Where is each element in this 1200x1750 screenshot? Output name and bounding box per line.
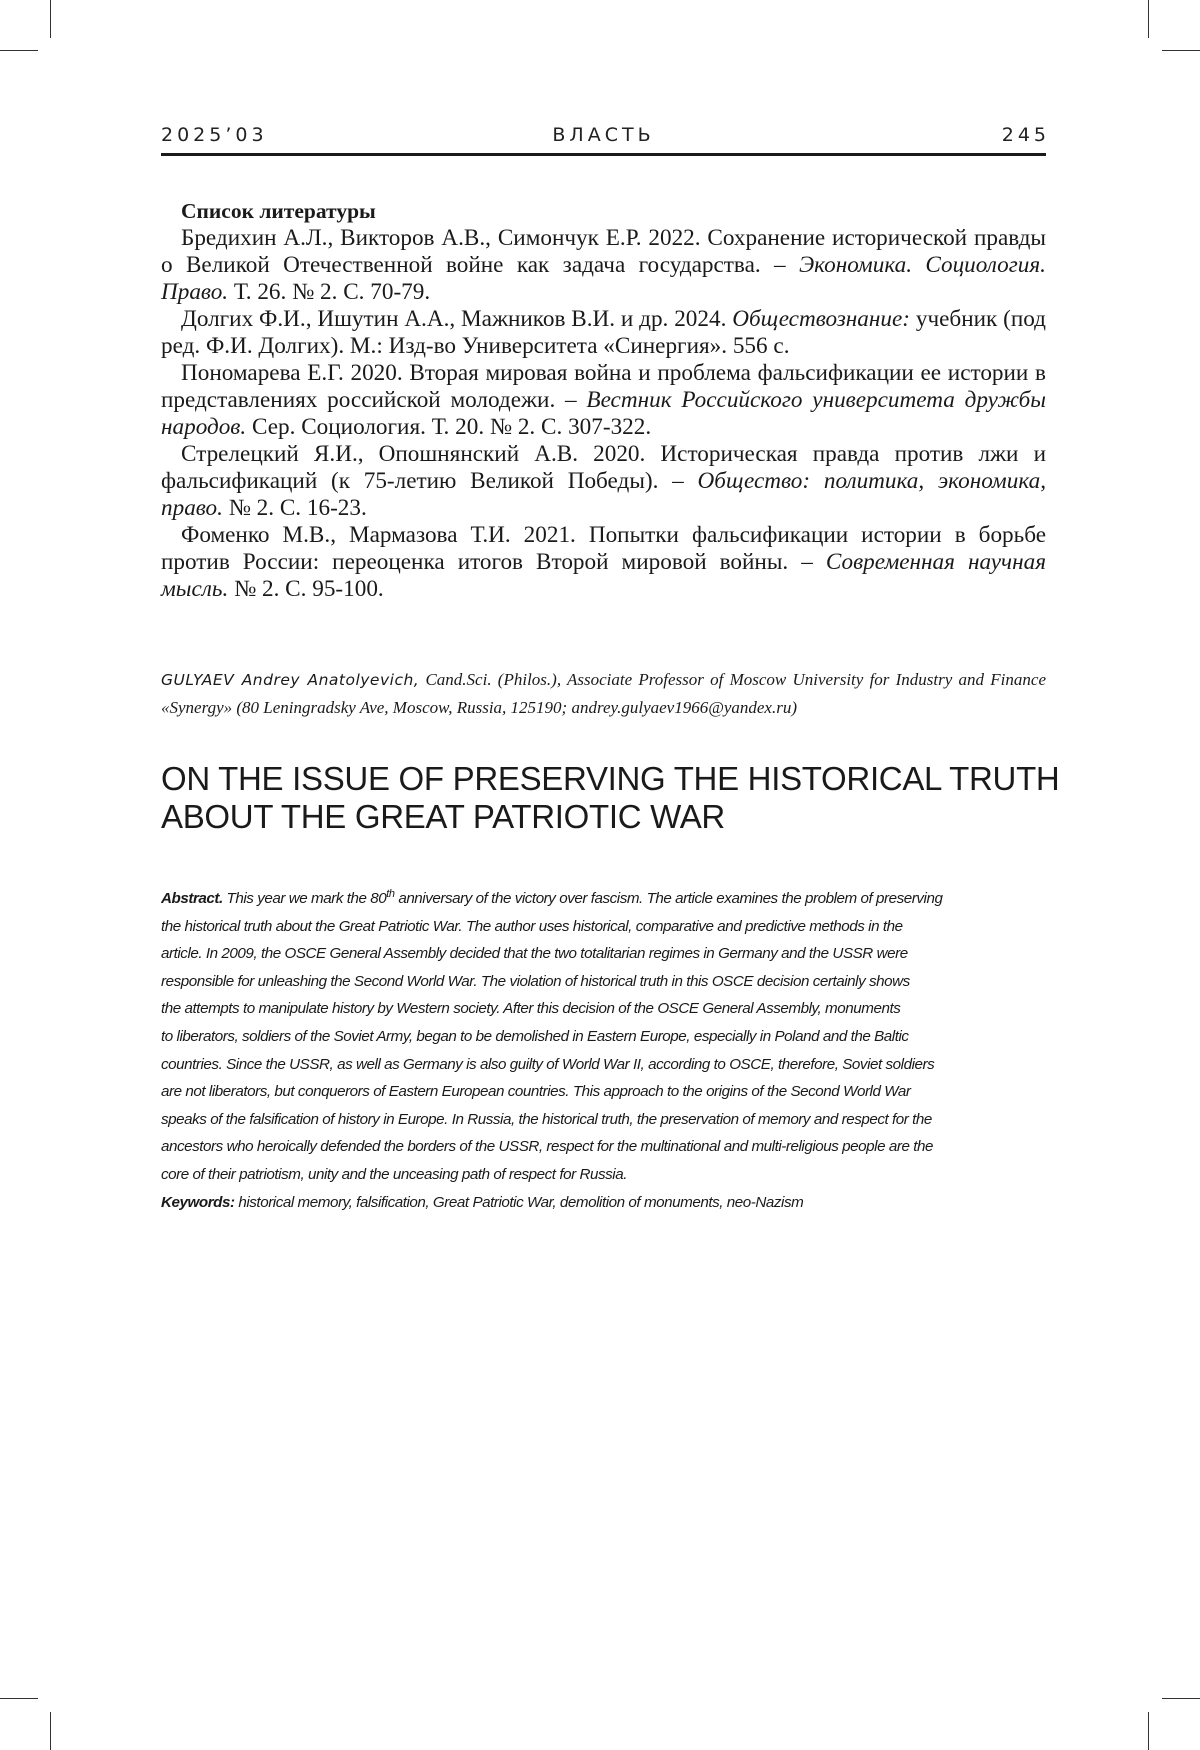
reference-source: Современная научная мысль. xyxy=(161,549,1046,602)
reference-item xyxy=(161,360,1046,441)
keywords-line xyxy=(161,1189,1046,1217)
article-title xyxy=(161,760,1061,836)
reference-source: Вестник Российского университета дружбы народов. xyxy=(161,387,1046,440)
crop-mark-top-right xyxy=(1148,0,1149,38)
page-number: 245 xyxy=(1001,124,1050,146)
running-head xyxy=(161,124,1050,154)
abstract-line: countries. Since the USSR, as well as Germany is also guilty of World War II, according to OSCE, therefore, Soviet soldiers xyxy=(161,1055,935,1073)
abstract-line: responsible for unleashing the Second World War. The violation of historical truth in this OSCE decision certainly shows xyxy=(161,972,910,990)
abstract-text: This year we mark the 80 xyxy=(222,890,387,907)
crop-mark-top-right-h xyxy=(1162,50,1200,51)
journal-name: ВЛАСТЬ xyxy=(552,124,655,146)
abstract xyxy=(161,885,1046,1216)
abstract-line: speaks of the falsification of history in Europe. In Russia, the historical truth, the preservation of memory and respect for the xyxy=(161,1110,932,1128)
abstract-text: anniversary of the victory over fascism. The article examines the problem of preserving xyxy=(394,890,943,907)
reference-item xyxy=(161,441,1046,522)
crop-mark-bottom-left xyxy=(50,1712,51,1750)
crop-mark-bottom-right-h xyxy=(1162,1698,1200,1699)
abstract-line: are not liberators, but conquerors of Eastern European countries. This approach to the origins of the Second World War xyxy=(161,1083,911,1101)
reference-details: № 2. С. 95-100. xyxy=(228,576,384,602)
reference-text: Бредихин А.Л., Викторов А.В., Симончук Е.Р. 2022. Сохранение исторической правды о Великой Отечественной войне как задача государства. – xyxy=(161,225,1046,278)
abstract-line: the historical truth about the Great Patriotic War. The author uses historical, comparative and predictive methods in the xyxy=(161,917,903,935)
abstract-line: the attempts to manipulate history by Western society. After this decision of the OSCE General Assembly, monuments xyxy=(161,1000,901,1018)
crop-mark-bottom-right xyxy=(1148,1712,1149,1750)
reference-item xyxy=(161,306,1046,360)
reference-list xyxy=(161,198,1046,603)
abstract-line: to liberators, soldiers of the Soviet Army, began to be demolished in Eastern Europe, especially in Poland and the Baltic xyxy=(161,1027,909,1045)
reference-source: Общество: политика, экономика, право. xyxy=(161,468,1046,521)
reference-text: Пономарева Е.Г. 2020. Вторая мировая война и проблема фальсификации ее истории в представлениях российской молодежи. – xyxy=(161,360,1046,413)
reference-text: Долгих Ф.И., Ишутин А.А., Мажников В.И. и др. 2024. xyxy=(181,306,733,332)
reference-item xyxy=(161,225,1046,306)
abstract-line xyxy=(161,885,1046,913)
abstract-label: Abstract. xyxy=(161,890,223,907)
keywords-label: Keywords: xyxy=(161,1193,235,1211)
article-title-line: ON THE ISSUE OF PRESERVING THE HISTORICAL TRUTH xyxy=(161,760,1060,797)
author-name: GULYAEV Andrey Anatolyevich, xyxy=(161,671,420,689)
issue-number: 2025’03 xyxy=(161,124,268,146)
crop-mark-top-left-h xyxy=(0,50,38,51)
abstract-superscript: th xyxy=(386,888,395,900)
reference-list-heading: Список литературы xyxy=(181,199,376,223)
abstract-line: core of their patriotism, unity and the unceasing path of respect for Russia. xyxy=(161,1165,627,1183)
reference-details: учебник (под ред. Ф.И. Долгих). М.: Изд-во Университета «Синергия». 556 с. xyxy=(161,306,1046,359)
reference-text: Фоменко М.В., Мармазова Т.И. 2021. Попытки фальсификации истории в борьбе против России: переоценка итогов Второй мировой войны. – xyxy=(161,522,1046,575)
keywords-text: historical memory, falsification, Great Patriotic War, demolition of monuments, neo-Nazism xyxy=(234,1193,804,1211)
header-rule xyxy=(161,153,1046,156)
crop-mark-bottom-left-h xyxy=(0,1698,38,1699)
author-details: Cand.Sci. (Philos.), Associate Professor of Moscow University for Industry and Finance «Synergy» (80 Leningradsky Ave, Moscow, Russia, 125190; andrey.gulyaev1966@yandex.ru) xyxy=(161,670,1046,717)
abstract-line: article. In 2009, the OSCE General Assembly decided that the two totalitarian regimes in Germany and the USSR were xyxy=(161,945,908,963)
reference-details: Сер. Социология. Т. 20. № 2. С. 307-322. xyxy=(246,414,652,440)
reference-item xyxy=(161,522,1046,603)
reference-source: Обществознание: xyxy=(732,306,911,332)
reference-text: Стрелецкий Я.И., Опошнянский А.В. 2020. Историческая правда против лжи и фальсификаций (к 75-летию Великой Победы). – xyxy=(161,441,1046,494)
reference-source: Экономика. Социология. Право. xyxy=(161,252,1046,305)
abstract-line: ancestors who heroically defended the borders of the USSR, respect for the multinational and multi-religious people are the xyxy=(161,1138,933,1156)
reference-details: № 2. С. 16-23. xyxy=(222,495,367,521)
author-info xyxy=(161,666,1046,722)
crop-mark-top-left xyxy=(50,0,51,38)
article-title-line: ABOUT THE GREAT PATRIOTIC WAR xyxy=(161,798,725,835)
reference-details: Т. 26. № 2. С. 70-79. xyxy=(228,279,431,305)
